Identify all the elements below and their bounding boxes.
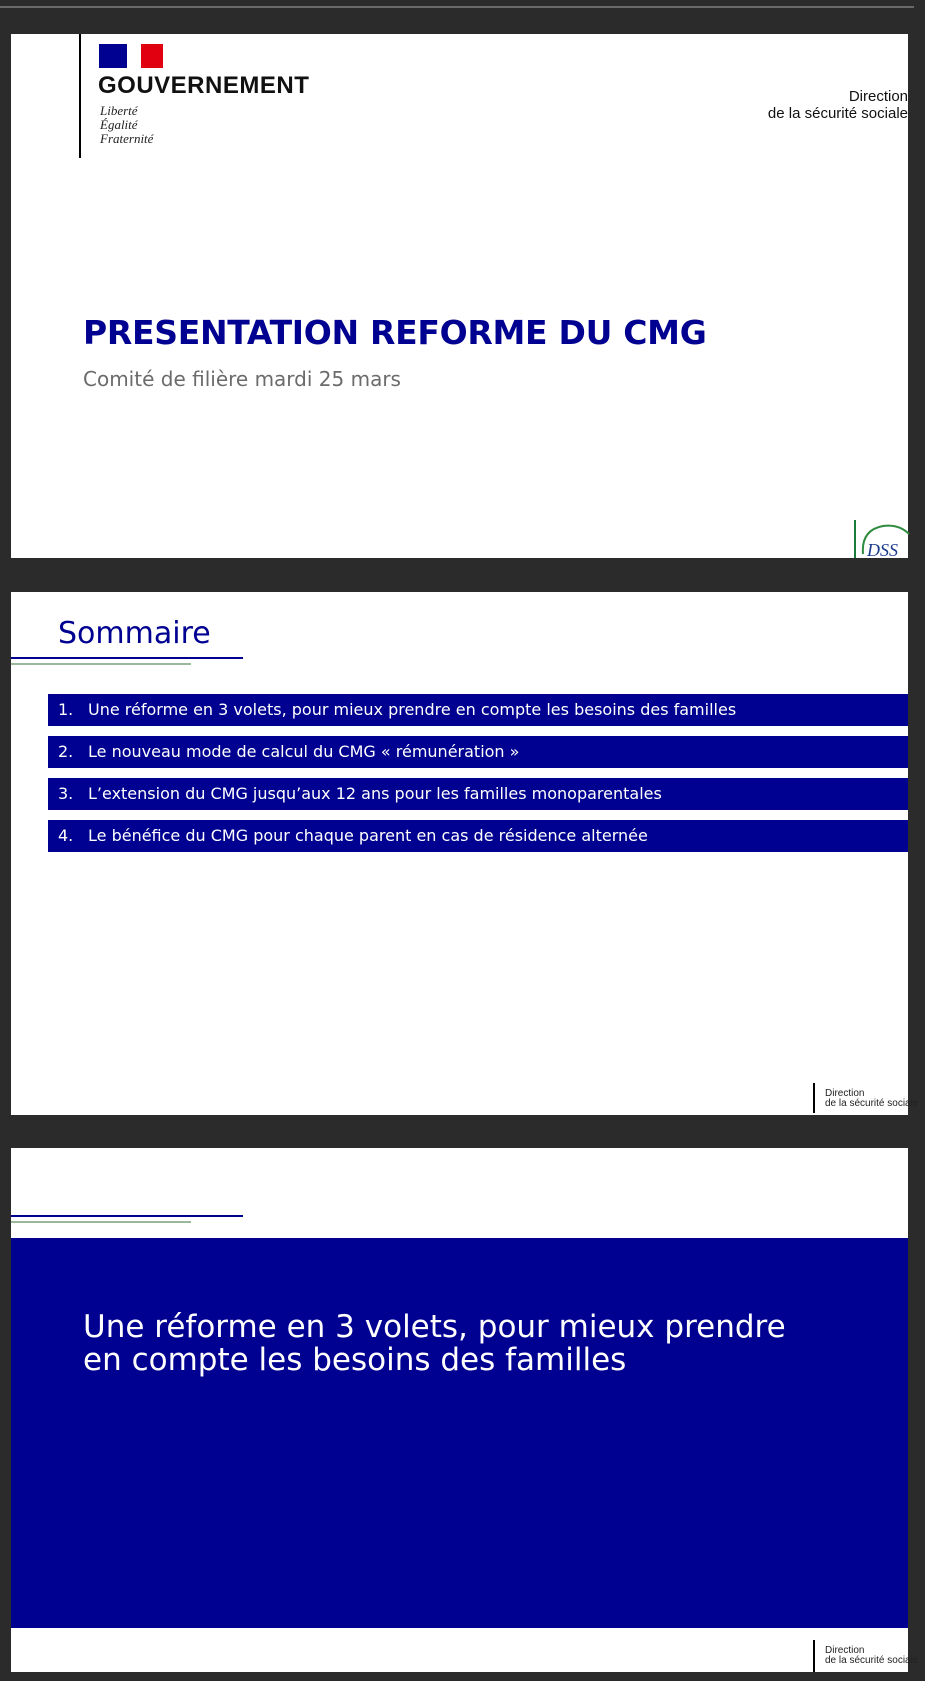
footer-line1: Direction <box>825 1645 865 1656</box>
slide-title <box>11 34 908 558</box>
direction-line2: de la sécurité sociale <box>767 105 908 122</box>
summary-item-number: 4. <box>58 826 74 845</box>
section-band <box>11 1238 908 1628</box>
marianne-flag-icon <box>99 44 163 68</box>
direction-line1: Direction <box>848 88 908 105</box>
summary-item-number: 2. <box>58 742 74 761</box>
summary-item-2[interactable] <box>48 736 908 768</box>
summary-item-text: L’extension du CMG jusqu’aux 12 ans pour les familles monoparentales <box>88 784 662 803</box>
slide-summary <box>11 592 919 1115</box>
title-underline <box>11 657 243 659</box>
summary-item-text: Une réforme en 3 volets, pour mieux prendre en compte les besoins des familles <box>88 700 737 719</box>
slide-section <box>11 1148 919 1672</box>
footer-line2: de la sécurité sociale <box>825 1655 919 1666</box>
footer-direction <box>813 1640 925 1672</box>
footer-direction <box>813 1083 925 1113</box>
presentation-title: PRESENTATION REFORME DU CMG <box>83 313 707 352</box>
title-underline-accent <box>11 1221 191 1223</box>
motto-liberte: Liberté <box>100 103 138 118</box>
summary-item-text: Le nouveau mode de calcul du CMG « rémunération » <box>88 742 520 761</box>
motto-egalite: Égalité <box>100 117 138 132</box>
summary-item-number: 3. <box>58 784 74 803</box>
presentation-subtitle: Comité de filière mardi 25 mars <box>83 367 401 391</box>
direction-label <box>768 88 908 122</box>
summary-item-text: Le bénéfice du CMG pour chaque parent en cas de résidence alternée <box>88 826 648 845</box>
top-divider <box>0 6 914 8</box>
title-underline-accent <box>11 663 191 665</box>
government-title: GOUVERNEMENT <box>98 72 310 99</box>
footer-line2: de la sécurité sociale <box>825 1098 919 1109</box>
dss-logo-icon <box>849 514 919 564</box>
summary-title: Sommaire <box>58 616 211 651</box>
government-logo-block <box>79 34 310 158</box>
summary-item-3[interactable] <box>48 778 908 810</box>
summary-item-number: 1. <box>58 700 74 719</box>
dss-logo-text: DSS <box>867 540 898 560</box>
footer-line1: Direction <box>825 1088 865 1099</box>
summary-item-1[interactable] <box>48 694 908 726</box>
summary-item-4[interactable] <box>48 820 908 852</box>
motto-fraternite: Fraternité <box>100 131 154 146</box>
section-title: Une réforme en 3 volets, pour mieux prendre en compte les besoins des familles <box>83 1309 786 1378</box>
title-underline <box>11 1215 243 1217</box>
